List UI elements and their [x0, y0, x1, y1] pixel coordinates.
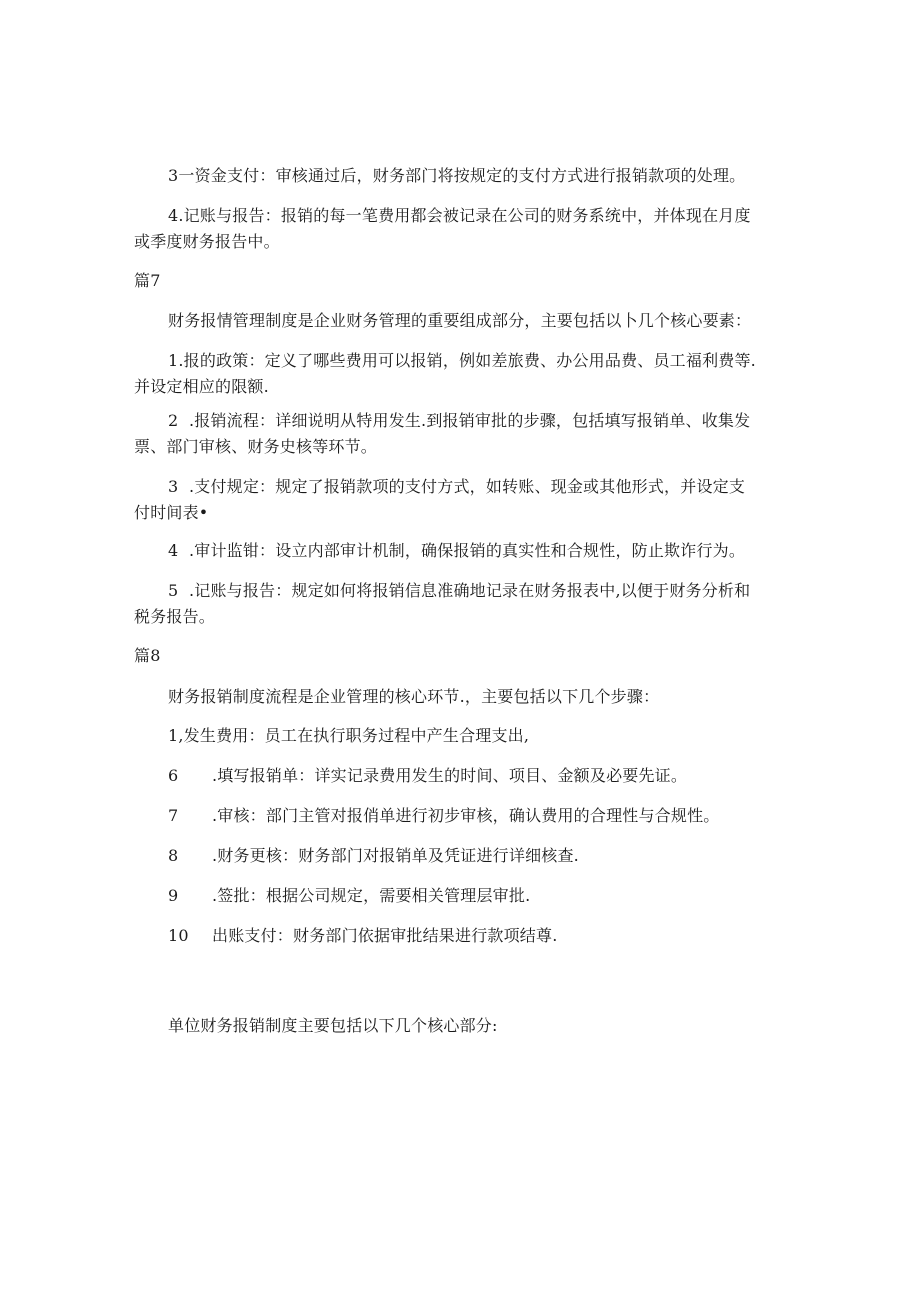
section8-intro: 财务报销制度流程是企业管理的核心环节.，主要包括以下几个步骤： — [168, 687, 660, 706]
section8-item-1: 1,发生费用：员工在执行职务过程中产生合理支出, — [168, 726, 530, 745]
paragraph-line: 5 .记账与报告：规定如何将报销信息准确地记录在财务报表中,以便于财务分析和 — [168, 581, 751, 600]
paragraph-line: 4.记账与报告：报销的每一笔费用都会被记录在公司的财务系统中，并体现在月度 — [168, 206, 751, 225]
step-number: 6 — [168, 766, 179, 785]
paragraph-line: 并设定相应的限额. — [134, 377, 269, 396]
section8-step — [168, 883, 530, 909]
section-heading-7: 篇7 — [134, 271, 161, 290]
step-number: 10 — [168, 926, 189, 945]
step-text: .签批：根据公司规定，需要相关管理层审批. — [212, 886, 531, 905]
paragraph-line: 1.报的政策：定义了哪些费用可以报销，例如差旅费、办公用品费、员工福利费等. — [168, 351, 756, 370]
paragraph-bookkeeping-report — [134, 203, 751, 255]
section7-item-1 — [134, 348, 756, 400]
section-heading-8: 篇8 — [134, 646, 161, 665]
step-text: .审核：部门主管对报俏单进行初步审核，确认费用的合理性与合规性。 — [212, 806, 720, 825]
section9-intro: 单位财务报销制度主要包括以下几个核心部分: — [168, 1016, 498, 1035]
section7-intro: 财务报情管理制度是企业财务管理的重要组成部分，主要包括以卜几个核心要素： — [168, 311, 752, 330]
section8-step — [168, 763, 687, 789]
paragraph-line: 票、部门审核、财务史核等环节。 — [134, 437, 378, 456]
paragraph-line: 2 .报销流程：详细说明从特用发生.到报销审批的步骤，包括填写报销单、收集发 — [168, 411, 751, 430]
paragraph-line: 或季度财务报告中。 — [134, 232, 280, 251]
section7-item-5 — [134, 578, 750, 630]
step-number: 9 — [168, 886, 179, 905]
step-number: 8 — [168, 846, 179, 865]
paragraph-line: 付时间表• — [134, 503, 209, 522]
section7-item-3 — [134, 474, 745, 526]
paragraph-line: 税务报告。 — [134, 607, 216, 626]
section8-step — [168, 843, 579, 869]
section7-item-4: 4 .审计监钳：设立内部审计机制，确保报销的真实性和合规性，防止欺诈行为。 — [168, 541, 746, 560]
step-text: .填写报销单：详实记录费用发生的时间、项目、金额及必要先证。 — [212, 766, 688, 785]
section8-step — [168, 923, 558, 949]
section8-step — [168, 803, 720, 829]
step-number: 7 — [168, 806, 179, 825]
step-text: .财务更核：财务部门对报销单及凭证进行详细核查. — [212, 846, 579, 865]
step-text: 出账支付：财务部门依据审批结果进行款项结尊. — [212, 926, 558, 945]
paragraph-line: 3 .支付规定：规定了报销款项的支付方式，如转账、现金或其他形式，并设定支 — [168, 477, 746, 496]
section7-item-2 — [134, 408, 750, 460]
paragraph-fund-payment: 3一资金支付：审核通过后，财务部门将按规定的支付方式进行报销款项的处理。 — [168, 166, 746, 185]
